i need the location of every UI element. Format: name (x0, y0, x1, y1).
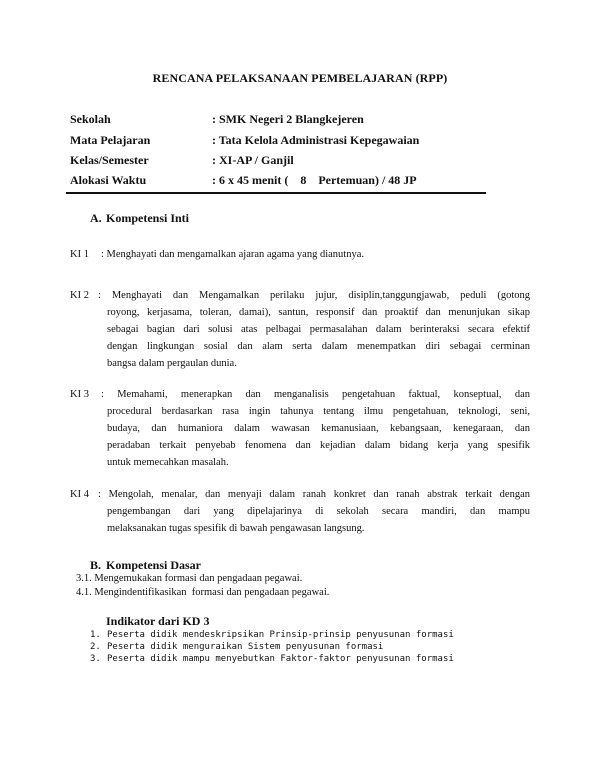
kd-item: 4.1. Mengindentifikasikan formasi dan pengadaan pegawai. (76, 587, 330, 598)
ki3-line: peradaban terkait penyebab fenomena dan kejadian dalam bidang kerja yang spesifik (107, 440, 530, 451)
section-a-letter: A. (90, 211, 102, 225)
header-divider (66, 192, 486, 194)
ki4-line: pengembangan dari yang dipelajarinya di sekolah secara mandiri, dan mampu (107, 506, 530, 517)
identity-label-alokasi-waktu: Alokasi Waktu (70, 173, 147, 187)
indikator-item: Peserta didik mampu menyebutkan Faktor-faktor penyusunan formasi (107, 654, 454, 664)
identity-value-sekolah: : SMK Negeri 2 Blangkejeren (212, 112, 364, 126)
ki3-line: untuk memecahkan masalah. (107, 457, 229, 468)
ki3-code: KI 3 (70, 389, 89, 400)
ki1-code: KI 1 (70, 249, 89, 260)
page-title: RENCANA PELAKSANAAN PEMBELAJARAN (RPP) (152, 71, 448, 85)
ki3-line: budaya, dan humaniora dalam wawasan kemanusiaan, kebangsaan, kenegaraan, dan (107, 423, 530, 434)
section-b-title: Kompetensi Dasar (106, 558, 201, 572)
identity-label-sekolah: Sekolah (70, 112, 111, 126)
indikator-item: Peserta didik menguraikan Sistem penyusunan formasi (107, 642, 384, 652)
ki2-code: KI 2 (70, 290, 89, 301)
ki3-line: procedural berdasarkan rasa ingin tahunya tentang ilmu pengetahuan, teknologi, seni, (107, 406, 530, 417)
indikator-heading: Indikator dari KD 3 (106, 614, 210, 628)
indikator-num: 2. (90, 642, 101, 652)
ki2-line: royong, kerjasama, toleran, damai), santun, responsif dan proaktif dan menunjukan sikap (107, 307, 530, 318)
indikator-item: Peserta didik mendeskripsikan Prinsip-prinsip penyusunan formasi (107, 630, 454, 640)
identity-label-mata-pelajaran: Mata Pelajaran (70, 133, 151, 147)
section-b-heading (90, 558, 201, 573)
identity-value-alokasi-waktu: : 6 x 45 menit ( 8 Pertemuan) / 48 JP (212, 173, 417, 187)
ki4-line: : Mengolah, menalar, dan menyaji dalam ranah konkret dan ranah abstrak terkait dengan (98, 489, 530, 500)
ki1-text: : Menghayati dan mengamalkan ajaran agama yang dianutnya. (101, 249, 364, 260)
identity-label-kelas-semester: Kelas/Semester (70, 153, 149, 167)
identity-value-mata-pelajaran: : Tata Kelola Administrasi Kepegawaian (212, 133, 420, 147)
section-b-letter: B. (90, 558, 102, 572)
ki4-code: KI 4 (70, 489, 89, 500)
ki2-line: : Menghayati dan Mengamalkan perilaku jujur, disiplin,tanggungjawab, peduli (gotong (98, 290, 530, 301)
section-a-heading (90, 211, 189, 226)
kd-item: 3.1. Mengemukakan formasi dan pengadaan pegawai. (76, 573, 303, 584)
ki3-line: : Memahami, menerapkan dan menganalisis pengetahuan faktual, konseptual, dan (101, 389, 530, 400)
section-a-title: Kompetensi Inti (106, 211, 190, 225)
ki4-line: melaksanakan tugas spesifik di bawah pengawasan langsung. (107, 523, 365, 534)
indikator-num: 1. (90, 630, 101, 640)
identity-value-kelas-semester: : XI-AP / Ganjil (212, 153, 294, 167)
indikator-num: 3. (90, 654, 101, 664)
ki2-line: dengan lingkungan sosial dan alam serta dalam menempatkan diri sebagai cerminan (107, 341, 530, 352)
ki2-line: sebagai bagian dari solusi atas pelbagai permasalahan dalam berinteraksi secara efektif (107, 324, 530, 335)
ki2-line: bangsa dalam pergaulan dunia. (107, 358, 237, 369)
